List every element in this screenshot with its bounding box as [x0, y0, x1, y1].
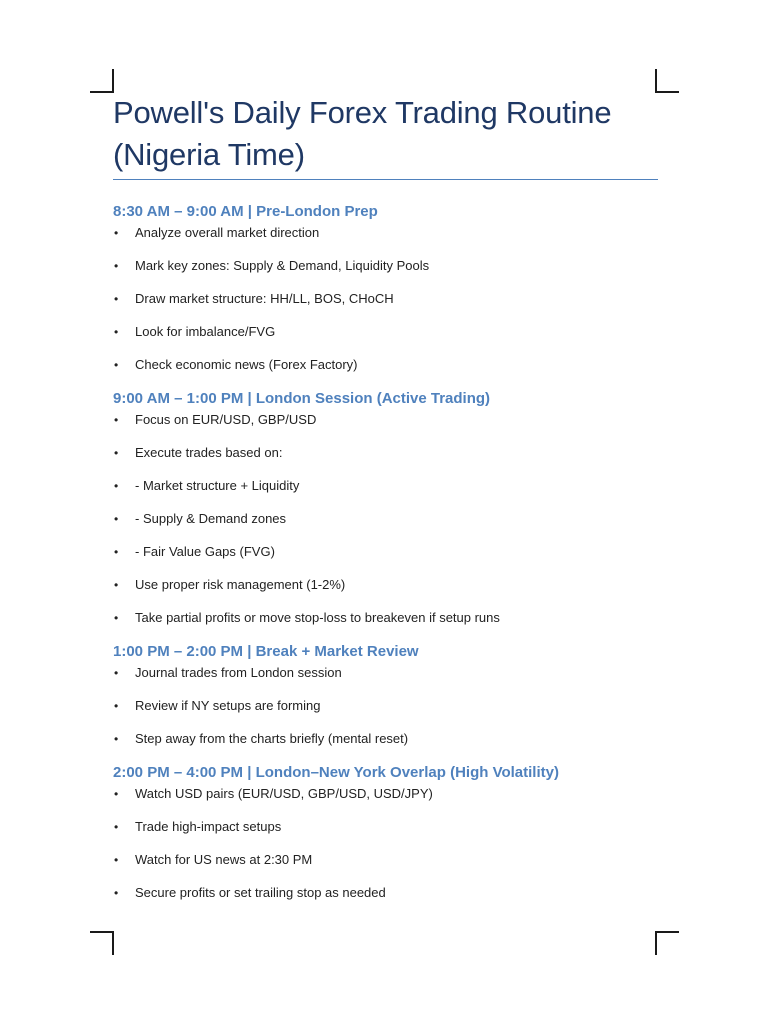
- section-heading: 2:00 PM – 4:00 PM | London–New York Overlap (High Volatility): [113, 764, 559, 781]
- bullet-icon: •: [114, 446, 119, 460]
- list-item: [113, 410, 658, 430]
- list-item-text: Focus on EUR/USD, GBP/USD: [135, 412, 317, 427]
- list-item-text: Check economic news (Forex Factory): [135, 357, 358, 372]
- list-item: [113, 322, 658, 342]
- section-heading: 8:30 AM – 9:00 AM | Pre-London Prep: [113, 203, 378, 220]
- bullet-icon: •: [114, 226, 119, 240]
- section-break-market-review: [113, 641, 658, 749]
- list-item: [113, 663, 658, 683]
- list-item: [113, 443, 658, 463]
- crop-mark-top-right: [655, 69, 679, 93]
- list-item: [113, 256, 658, 276]
- bullet-icon: •: [114, 853, 119, 867]
- bullet-list: [113, 663, 658, 749]
- list-item: [113, 883, 658, 903]
- document-content: [113, 92, 658, 903]
- bullet-icon: •: [114, 479, 119, 493]
- title-divider: [113, 179, 658, 180]
- list-item: [113, 289, 658, 309]
- list-item-text: Review if NY setups are forming: [135, 698, 321, 713]
- list-item: [113, 608, 658, 628]
- bullet-icon: •: [114, 886, 119, 900]
- list-item: [113, 575, 658, 595]
- list-item: [113, 476, 658, 496]
- list-item-text: Mark key zones: Supply & Demand, Liquidity Pools: [135, 258, 430, 273]
- list-item: [113, 817, 658, 837]
- list-item-text: - Market structure + Liquidity: [135, 478, 300, 493]
- section-pre-london-prep: [113, 201, 658, 375]
- list-item-text: Watch USD pairs (EUR/USD, GBP/USD, USD/JPY): [135, 786, 433, 801]
- list-item-text: Analyze overall market direction: [135, 225, 320, 240]
- bullet-list: [113, 410, 658, 628]
- list-item: [113, 850, 658, 870]
- bullet-icon: •: [114, 545, 119, 559]
- bullet-icon: •: [114, 358, 119, 372]
- list-item-text: - Fair Value Gaps (FVG): [135, 544, 275, 559]
- bullet-icon: •: [114, 732, 119, 746]
- list-item: [113, 696, 658, 716]
- bullet-list: [113, 784, 658, 903]
- list-item-text: Journal trades from London session: [135, 665, 342, 680]
- list-item: [113, 784, 658, 804]
- bullet-icon: •: [114, 413, 119, 427]
- bullet-icon: •: [114, 259, 119, 273]
- list-item-text: Watch for US news at 2:30 PM: [135, 852, 313, 867]
- list-item: [113, 542, 658, 562]
- section-london-ny-overlap: [113, 762, 658, 903]
- list-item: [113, 223, 658, 243]
- list-item: [113, 729, 658, 749]
- bullet-icon: •: [114, 292, 119, 306]
- list-item: [113, 355, 658, 375]
- list-item-text: Use proper risk management (1-2%): [135, 577, 346, 592]
- crop-mark-bottom-left: [90, 931, 114, 955]
- crop-mark-bottom-right: [655, 931, 679, 955]
- list-item-text: Draw market structure: HH/LL, BOS, CHoCH: [135, 291, 394, 306]
- bullet-icon: •: [114, 666, 119, 680]
- list-item-text: Take partial profits or move stop-loss to breakeven if setup runs: [135, 610, 500, 625]
- list-item-text: Step away from the charts briefly (mental reset): [135, 731, 409, 746]
- bullet-icon: •: [114, 820, 119, 834]
- list-item: [113, 509, 658, 529]
- bullet-icon: •: [114, 325, 119, 339]
- section-heading: 9:00 AM – 1:00 PM | London Session (Active Trading): [113, 390, 491, 407]
- crop-mark-top-left: [90, 69, 114, 93]
- list-item-text: - Supply & Demand zones: [135, 511, 287, 526]
- list-item-text: Trade high-impact setups: [135, 819, 282, 834]
- bullet-icon: •: [114, 787, 119, 801]
- document-title: Powell's Daily Forex Trading Routine (Nigeria Time): [113, 95, 612, 172]
- section-heading: 1:00 PM – 2:00 PM | Break + Market Review: [113, 643, 419, 660]
- bullet-list: [113, 223, 658, 375]
- list-item-text: Secure profits or set trailing stop as needed: [135, 885, 386, 900]
- list-item-text: Look for imbalance/FVG: [135, 324, 276, 339]
- bullet-icon: •: [114, 611, 119, 625]
- section-london-session: [113, 388, 658, 628]
- list-item-text: Execute trades based on:: [135, 445, 283, 460]
- bullet-icon: •: [114, 512, 119, 526]
- bullet-icon: •: [114, 699, 119, 713]
- bullet-icon: •: [114, 578, 119, 592]
